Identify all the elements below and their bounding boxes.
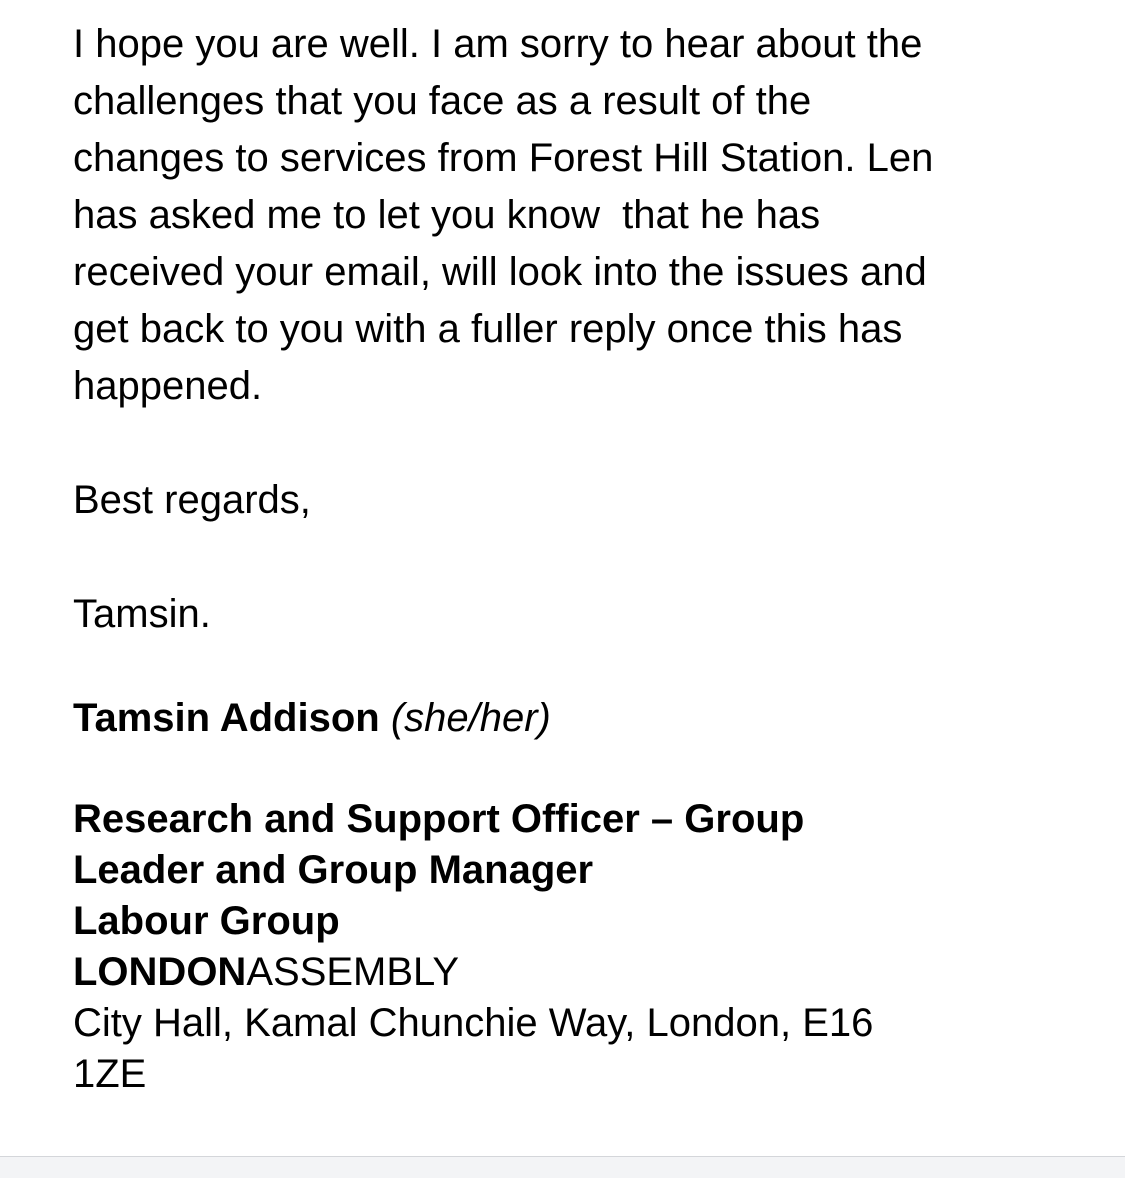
signature-details: [73, 794, 1083, 1100]
body-line: happened.: [73, 364, 263, 408]
body-line: challenges that you face as a result of the: [73, 79, 812, 123]
body-line: get back to you with a fuller reply once this has: [73, 307, 903, 351]
sign-off: Tamsin.: [73, 592, 211, 636]
london-assembly-wordmark: [73, 947, 1083, 998]
signature-address-line: City Hall, Kamal Chunchie Way, London, E16: [73, 1001, 874, 1045]
signature-group: Labour Group: [73, 899, 340, 943]
signature-pronouns: (she/her): [390, 696, 551, 740]
closing: Best regards,: [73, 478, 311, 522]
signature-name-row: [73, 690, 1083, 747]
brand-london: LONDON: [73, 950, 247, 994]
signature-title-line: Leader and Group Manager: [73, 848, 594, 892]
body-line: has asked me to let you know that he has: [73, 193, 821, 237]
body-line: received your email, will look into the issues and: [73, 250, 927, 294]
bottom-toolbar-edge: [0, 1156, 1125, 1178]
body-line: changes to services from Forest Hill Station. Len: [73, 136, 934, 180]
brand-assembly: ASSEMBLY: [246, 950, 460, 994]
email-body: [73, 16, 1083, 1100]
signature-title-line: Research and Support Officer – Group: [73, 797, 805, 841]
body-line: I hope you are well. I am sorry to hear about the: [73, 22, 923, 66]
signature-address-line: 1ZE: [73, 1052, 147, 1096]
signature-name: Tamsin Addison: [73, 696, 380, 740]
message-paragraph: [73, 16, 1083, 415]
